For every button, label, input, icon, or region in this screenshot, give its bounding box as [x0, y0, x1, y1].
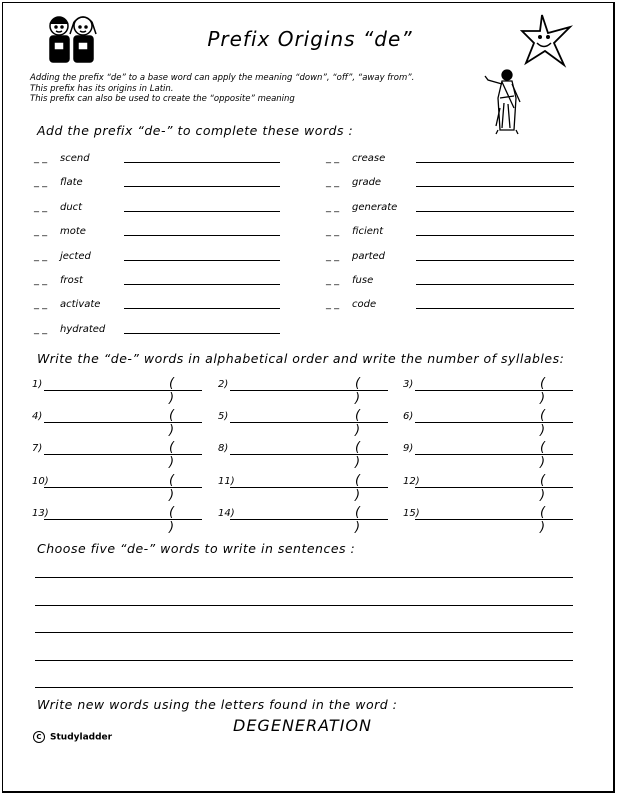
word-row: [34, 153, 134, 167]
section1-heading: Add the prefix “de-” to complete these words :: [37, 123, 354, 138]
alphabetical-entry: [32, 440, 202, 470]
answer-line[interactable]: [124, 308, 280, 309]
roman-figure-icon: [480, 68, 532, 136]
intro-line: Adding the prefix “de” to a base word can apply the meaning “down”, “off”, “away from”.: [30, 73, 415, 83]
prefix-blank[interactable]: _ _: [34, 324, 48, 335]
syllable-parens[interactable]: ( ): [355, 473, 370, 503]
section4-heading: Write new words using the letters found in the word :: [37, 697, 398, 712]
base-word: frost: [60, 275, 83, 286]
syllable-parens[interactable]: ( ): [540, 505, 555, 535]
alphabetical-entry: [32, 408, 202, 438]
prefix-blank[interactable]: _ _: [326, 226, 340, 237]
brand-name: Studyladder: [50, 732, 113, 743]
prefix-blank[interactable]: _ _: [34, 226, 48, 237]
intro-line: This prefix can also be used to create the “opposite” meaning: [30, 94, 295, 104]
syllable-parens[interactable]: ( ): [169, 505, 184, 535]
page-title: Prefix Origins “de”: [207, 27, 413, 51]
prefix-blank[interactable]: _ _: [34, 153, 48, 164]
alphabetical-entry: [218, 505, 388, 535]
base-word: flate: [60, 177, 83, 188]
alphabetical-entry: [403, 376, 573, 406]
base-word: crease: [352, 153, 386, 164]
prefix-blank[interactable]: _ _: [326, 251, 340, 262]
answer-line[interactable]: [124, 186, 280, 187]
word-row: [326, 202, 426, 216]
syllable-parens[interactable]: ( ): [169, 440, 184, 470]
base-word: mote: [60, 226, 86, 237]
entry-number: 1): [32, 379, 43, 390]
prefix-blank[interactable]: _ _: [34, 177, 48, 188]
answer-line[interactable]: [416, 211, 574, 212]
answer-line[interactable]: [124, 333, 280, 334]
sentence-line[interactable]: [35, 577, 573, 578]
entry-number: 5): [218, 411, 229, 422]
alphabetical-entry: [218, 376, 388, 406]
sentence-line[interactable]: [35, 660, 573, 661]
base-word: hydrated: [60, 324, 106, 335]
syllable-parens[interactable]: ( ): [540, 440, 555, 470]
word-row: [34, 275, 134, 289]
syllable-parens[interactable]: ( ): [169, 376, 184, 406]
prefix-blank[interactable]: _ _: [326, 177, 340, 188]
answer-line[interactable]: [416, 162, 574, 163]
entry-number: 12): [403, 476, 420, 487]
prefix-blank[interactable]: _ _: [326, 202, 340, 213]
prefix-blank[interactable]: _ _: [326, 153, 340, 164]
prefix-blank[interactable]: _ _: [34, 202, 48, 213]
alphabetical-entry: [403, 473, 573, 503]
base-word: duct: [60, 202, 83, 213]
footer: [33, 731, 112, 743]
intro-text: [30, 73, 414, 105]
entry-number: 14): [218, 508, 235, 519]
prefix-blank[interactable]: _ _: [34, 251, 48, 262]
word-row: [34, 324, 134, 338]
intro-line: This prefix has its origins in Latin.: [30, 83, 174, 94]
alphabetical-entry: [32, 376, 202, 406]
base-word: jected: [60, 251, 91, 262]
alphabetical-entry: [218, 440, 388, 470]
alphabetical-entry: [32, 505, 202, 535]
word-row: [34, 177, 134, 191]
entry-number: 3): [403, 379, 414, 390]
base-word: ficient: [352, 226, 384, 237]
entry-number: 7): [32, 443, 43, 454]
word-row: [326, 251, 426, 265]
answer-line[interactable]: [416, 284, 574, 285]
answer-line[interactable]: [124, 260, 280, 261]
answer-line[interactable]: [416, 186, 574, 187]
sentence-line[interactable]: [35, 605, 573, 606]
entry-number: 13): [32, 508, 49, 519]
alphabetical-entry: [403, 440, 573, 470]
section3-heading: Choose five “de-” words to write in sentences :: [37, 541, 356, 556]
syllable-parens[interactable]: ( ): [169, 408, 184, 438]
copyright-icon: C: [33, 731, 45, 743]
alphabetical-entry: [218, 408, 388, 438]
answer-line[interactable]: [124, 162, 280, 163]
base-word: generate: [352, 202, 398, 213]
word-row: [34, 251, 134, 265]
base-word: fuse: [352, 275, 374, 286]
prefix-blank[interactable]: _ _: [326, 299, 340, 310]
prefix-blank[interactable]: _ _: [326, 275, 340, 286]
entry-number: 15): [403, 508, 420, 519]
entry-number: 8): [218, 443, 229, 454]
entry-number: 11): [218, 476, 235, 487]
entry-number: 2): [218, 379, 229, 390]
base-word: parted: [352, 251, 386, 262]
syllable-parens[interactable]: ( ): [540, 473, 555, 503]
prefix-blank[interactable]: _ _: [34, 299, 48, 310]
entry-number: 10): [32, 476, 49, 487]
prefix-blank[interactable]: _ _: [34, 275, 48, 286]
alphabetical-entry: [218, 473, 388, 503]
answer-line[interactable]: [416, 308, 574, 309]
answer-line[interactable]: [416, 235, 574, 236]
answer-line[interactable]: [124, 235, 280, 236]
base-word: code: [352, 299, 377, 310]
base-word: grade: [352, 177, 382, 188]
word-row: [326, 226, 426, 240]
sentence-line[interactable]: [35, 687, 573, 688]
base-word: scend: [60, 153, 90, 164]
sentence-line[interactable]: [35, 632, 573, 633]
word-row: [326, 177, 426, 191]
word-row: [34, 299, 134, 313]
alphabetical-entry: [403, 505, 573, 535]
syllable-parens[interactable]: ( ): [355, 440, 370, 470]
syllable-parens[interactable]: ( ): [540, 408, 555, 438]
syllable-parens[interactable]: ( ): [355, 376, 370, 406]
entry-number: 6): [403, 411, 414, 422]
entry-number: 4): [32, 411, 43, 422]
source-word: DEGENERATION: [233, 716, 372, 735]
alphabetical-entry: [403, 408, 573, 438]
word-row: [34, 202, 134, 216]
word-row: [326, 299, 426, 313]
syllable-parens[interactable]: ( ): [540, 376, 555, 406]
syllable-parens[interactable]: ( ): [355, 408, 370, 438]
alphabetical-entry: [32, 473, 202, 503]
answer-line[interactable]: [416, 260, 574, 261]
word-row: [326, 275, 426, 289]
answer-line[interactable]: [124, 284, 280, 285]
answer-line[interactable]: [124, 211, 280, 212]
word-row: [34, 226, 134, 240]
entry-number: 9): [403, 443, 414, 454]
syllable-parens[interactable]: ( ): [355, 505, 370, 535]
section2-heading: Write the “de-” words in alphabetical order and write the number of syllables:: [37, 351, 565, 366]
syllable-parens[interactable]: ( ): [169, 473, 184, 503]
word-row: [326, 153, 426, 167]
base-word: activate: [60, 299, 101, 310]
